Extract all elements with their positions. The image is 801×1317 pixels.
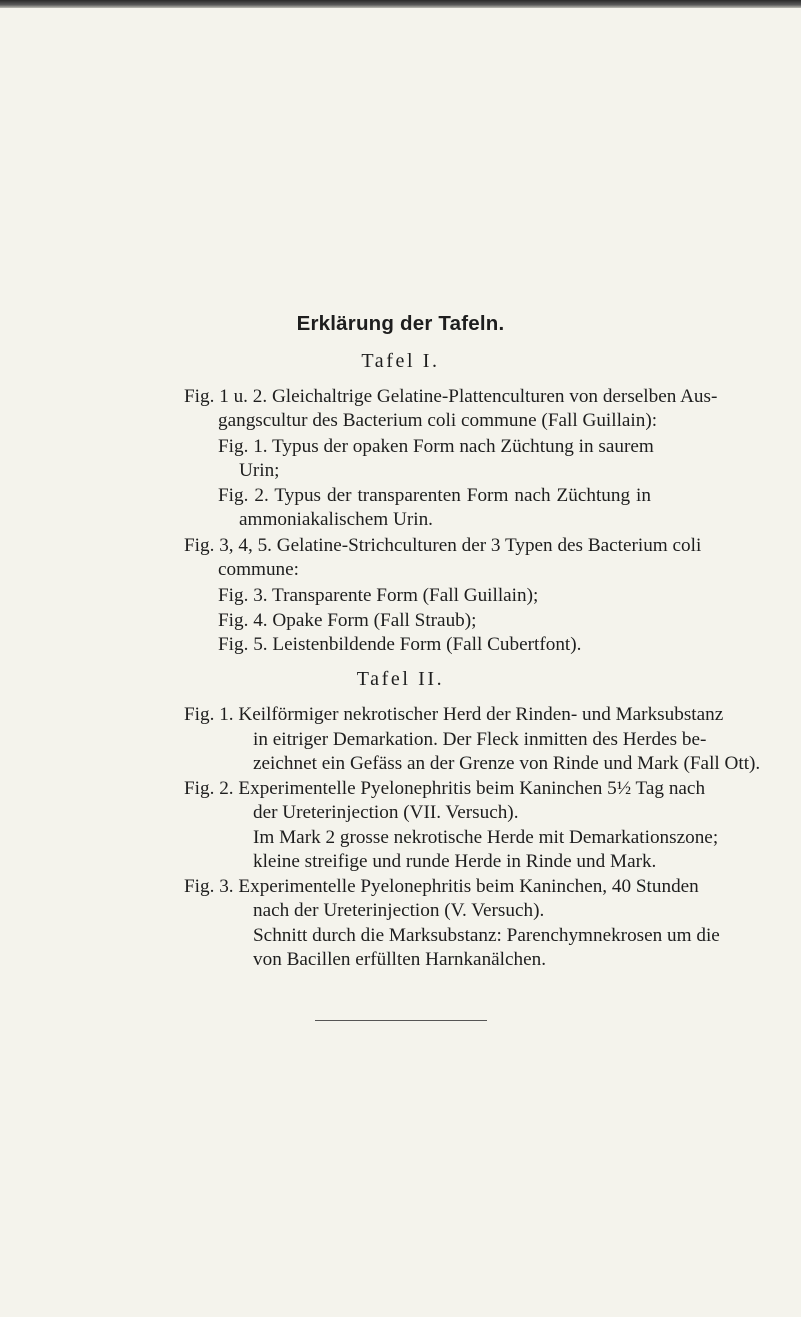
tafel-1-line: Fig. 2. Typus der transparenten Form nach Züchtung in bbox=[218, 485, 651, 506]
tafel-1-title: Tafel I. bbox=[361, 350, 440, 372]
tafel-1-line: Fig. 1 u. 2. Gleichaltrige Gelatine-Plattenculturen von derselben Aus- bbox=[184, 386, 718, 407]
tafel-1-line: Fig. 5. Leistenbildende Form (Fall Cubertfont). bbox=[218, 634, 582, 655]
closing-rule bbox=[315, 1020, 487, 1021]
tafel-1-line: ammoniakalischem Urin. bbox=[239, 509, 433, 530]
tafel-2-line: kleine streifige und runde Herde in Rinde und Mark. bbox=[253, 851, 657, 872]
tafel-1-line: Fig. 3. Transparente Form (Fall Guillain); bbox=[218, 585, 539, 606]
page-edge-shadow bbox=[0, 0, 801, 8]
tafel-2-line: Im Mark 2 grosse nekrotische Herde mit Demarkationszone; bbox=[253, 827, 719, 848]
page-heading: Erklärung der Tafeln. bbox=[296, 312, 505, 335]
tafel-2-line: Fig. 3. Experimentelle Pyelonephritis beim Kaninchen, 40 Stunden bbox=[184, 876, 699, 897]
tafel-1-line: Fig. 4. Opake Form (Fall Straub); bbox=[218, 610, 477, 631]
tafel-2-line: der Ureterinjection (VII. Versuch). bbox=[253, 802, 519, 823]
tafel-1-line: Urin; bbox=[239, 460, 280, 481]
tafel-2-line: Schnitt durch die Marksubstanz: Parenchymnekrosen um die bbox=[253, 925, 720, 946]
tafel-2-line: von Bacillen erfüllten Harnkanälchen. bbox=[253, 949, 547, 970]
tafel-2-line: Fig. 1. Keilförmiger nekrotischer Herd der Rinden- und Marksubstanz bbox=[184, 704, 724, 725]
tafel-2-title: Tafel II. bbox=[356, 668, 445, 690]
tafel-2-line: in eitriger Demarkation. Der Fleck inmitten des Herdes be- bbox=[253, 729, 707, 750]
tafel-2-line: zeichnet ein Gefäss an der Grenze von Rinde und Mark (Fall Ott). bbox=[253, 753, 761, 774]
tafel-1-line: commune: bbox=[218, 559, 299, 580]
tafel-2-line: Fig. 2. Experimentelle Pyelonephritis beim Kaninchen 5½ Tag nach bbox=[184, 778, 706, 799]
tafel-1-line: Fig. 3, 4, 5. Gelatine-Strichculturen der 3 Typen des Bacterium coli bbox=[184, 535, 702, 556]
tafel-1-line: Fig. 1. Typus der opaken Form nach Züchtung in saurem bbox=[218, 436, 654, 457]
tafel-1-line: gangscultur des Bacterium coli commune (Fall Guillain): bbox=[218, 410, 658, 431]
tafel-2-line: nach der Ureterinjection (V. Versuch). bbox=[253, 900, 545, 921]
